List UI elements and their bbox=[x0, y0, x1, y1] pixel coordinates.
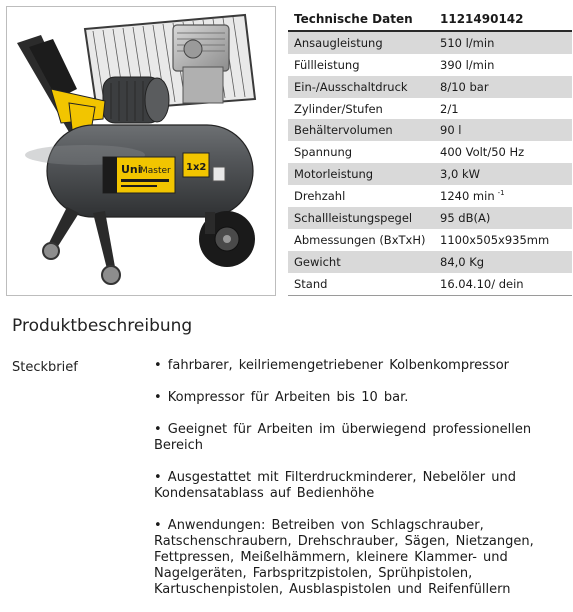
spec-row bbox=[288, 185, 572, 207]
svg-text:Master: Master bbox=[140, 166, 171, 176]
spec-row bbox=[288, 76, 572, 98]
spec-label: Zylinder/Stufen bbox=[294, 101, 383, 116]
spec-value: 16.04.10/ dein bbox=[434, 273, 572, 295]
product-image bbox=[6, 6, 276, 296]
spec-header-value: 1121490142 bbox=[434, 8, 572, 31]
feature-bullet: • fahrbarer, keilriemengetriebener Kolbenkompressor bbox=[154, 358, 509, 373]
spec-row bbox=[288, 273, 572, 295]
feature-list bbox=[154, 358, 564, 612]
spec-label: Ein-/Ausschaltdruck bbox=[288, 76, 434, 98]
spec-value bbox=[434, 185, 572, 207]
spec-row bbox=[288, 251, 572, 273]
spec-value: 84,0 Kg bbox=[434, 251, 572, 273]
feature-bullet: • Kompressor für Arbeiten bis 10 bar. bbox=[154, 390, 409, 405]
spec-row bbox=[288, 31, 572, 54]
motor bbox=[103, 77, 169, 123]
spec-table bbox=[288, 8, 572, 296]
spec-label: Behältervolumen bbox=[288, 119, 434, 141]
spec-header-row bbox=[288, 8, 572, 31]
spec-value: 1100x505x935mm bbox=[440, 232, 550, 247]
spec-row bbox=[288, 229, 572, 251]
feature-bullet: • Geeignet für Arbeiten im überwiegend professionellen Bereich bbox=[154, 422, 532, 453]
feature-bullet: • Anwendungen: Betreiben von Schlagschrauber, Ratschenschraubern, Drehschrauber, Sägen, Nietzangen, Fettpressen, Meißelhämmern, kleinere Klammer- und Nagelgeräten, Farbspritzpistolen, Sprühpistolen, Kartuschenpistolen, Ausblaspistolen und Reifenfüllern bbox=[154, 518, 534, 597]
spec-value: 400 Volt/50 Hz bbox=[440, 145, 525, 160]
spec-value: 2/1 bbox=[440, 101, 459, 116]
svg-text:Uni: Uni bbox=[121, 163, 142, 176]
wheel-assembly bbox=[43, 207, 255, 284]
section-title: Produktbeschreibung bbox=[12, 316, 193, 336]
spec-label: Gewicht bbox=[288, 251, 434, 273]
spec-header-label: Technische Daten bbox=[288, 8, 434, 31]
spec-value: 3,0 kW bbox=[434, 163, 572, 185]
spec-label: Motorleistung bbox=[288, 163, 434, 185]
spec-value-superscript: -1 bbox=[497, 189, 505, 198]
spec-value: 90 l bbox=[434, 119, 572, 141]
spec-value: 8/10 bar bbox=[434, 76, 572, 98]
spec-label: Schallleistungspegel bbox=[288, 207, 434, 229]
spec-value: 510 l/min bbox=[434, 31, 572, 54]
spec-row bbox=[288, 119, 572, 141]
spec-label: Füllleistung bbox=[294, 57, 360, 72]
spec-label: Drehzahl bbox=[294, 189, 346, 204]
spec-label: Abmessungen (BxTxH) bbox=[294, 232, 426, 247]
spec-value: 95 dB(A) bbox=[434, 207, 572, 229]
spec-label: Spannung bbox=[294, 145, 353, 160]
spec-row bbox=[288, 54, 572, 76]
spec-label: Stand bbox=[288, 273, 434, 295]
spec-value-text: 1240 min bbox=[440, 189, 495, 204]
spec-row bbox=[288, 163, 572, 185]
feature-bullet: • Ausgestattet mit Filterdruckminderer, Nebelöler und Kondensatablass auf Bedienhöhe bbox=[154, 470, 516, 501]
spec-row bbox=[288, 207, 572, 229]
compressor-illustration bbox=[7, 7, 275, 295]
spec-row bbox=[288, 141, 572, 163]
spec-value: 390 l/min bbox=[440, 57, 495, 72]
spec-row bbox=[288, 98, 572, 120]
svg-text:1x2: 1x2 bbox=[186, 162, 207, 173]
steckbrief-label: Steckbrief bbox=[12, 360, 78, 375]
unimaster-badge bbox=[103, 157, 175, 193]
spec-label: Ansaugleistung bbox=[288, 31, 434, 54]
